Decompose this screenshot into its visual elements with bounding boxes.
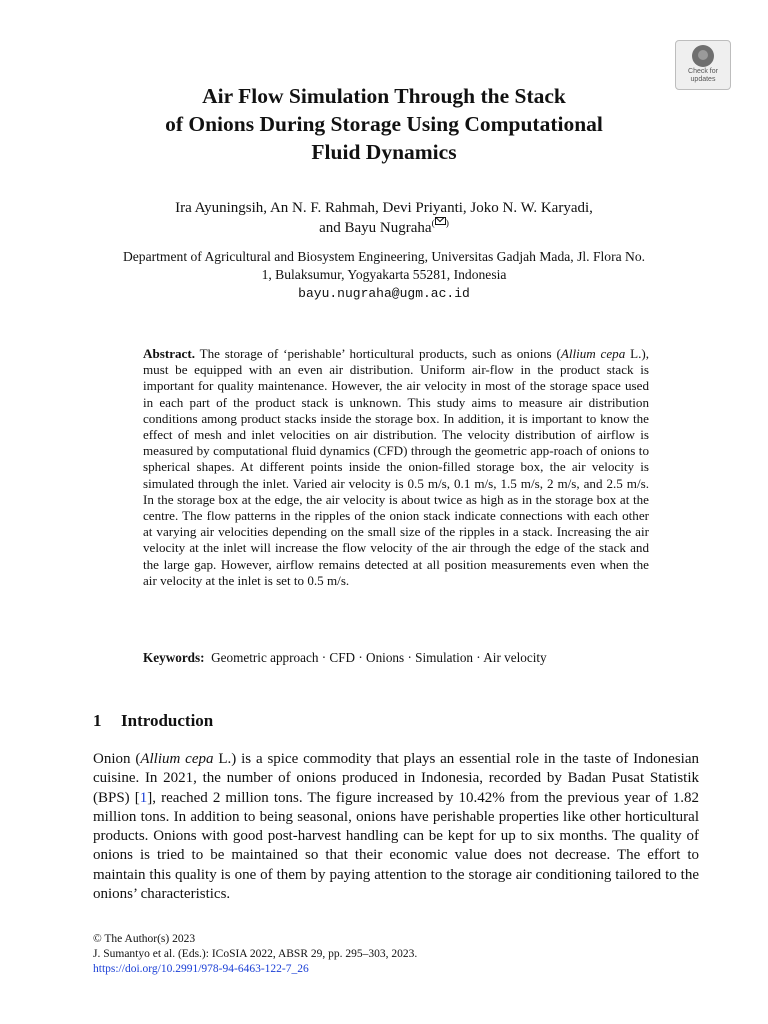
copyright: © The Author(s) 2023 [93, 933, 196, 945]
title-line-3: Fluid Dynamics [311, 140, 457, 164]
intro-text-3: ], reached 2 million tons. The figure increased by 10.42% from the previous year of 1.82 million tons. In addition to being seasonal, onions have perishable properties like other horticultural products. Onions with good post-harvest handling can be kept for up to six months. The quality of onions is tried to be maintained so that their economic value does not decrease. The effort to maintain this quality is one of them by paying attention to the storage air conditioning tailored to the onions’ characteristics. [93, 789, 699, 903]
section-number: 1 [93, 711, 102, 730]
check-for-updates-icon [692, 45, 714, 67]
paper-title [100, 82, 668, 166]
badge-line-2: updates [690, 76, 716, 83]
intro-species: Allium cepa [140, 751, 214, 767]
abstract-label: Abstract. [143, 346, 195, 361]
envelope-icon[interactable] [435, 217, 446, 225]
abstract-species: Allium cepa [560, 346, 626, 361]
title-line-2: of Onions During Storage Using Computational [165, 112, 603, 136]
abstract-text-1: The storage of ‘perishable’ horticultural products, such as onions ( [195, 346, 561, 361]
intro-text-2: L.) is a spice commodity that plays an essential role in the taste of Indonesian cuisine. In 2021, the number of onions produced in Indonesia, recorded by Badan Pusat Statistik (BPS) [ [93, 751, 699, 806]
abstract-text-2: L.), must be equipped with an even air distribution. Uniform air-flow in the product stack is important for quality maintenance. However, the air velocity in most of the storage space used in each part of the product stack is unknown. This study aims to measure air distribution conditions among product stacks inside the storage box. In addition, it is important to know the effect of mesh and inlet velocities on air distribution. The velocity distribution of airflow is measured by computational fluid dynamics (CFD) through the geometric app-roach of onions to spherical shapes. At different points inside the onion-filled storage box, the air velocity is simulated through the inlet. Varied air velocity is 0.5 m/s, 0.1 m/s, 1.5 m/s, 2 m/s, and 2.5 m/s. In the storage box at the edge, the air velocity is about twice as high as in the storage box at the centre. The flow patterns in the ripples of the onion stack indicate connections with each other at varying air velocities depending on the small size of the ripples in a stack. Increasing the air velocity at the inlet will increase the flow velocity of the air through the edge of the stack and the large gap. However, airflow remains detected at all position measurements even when the air velocity at the inlet is set to 0.5 m/s. [143, 346, 650, 588]
abstract [143, 346, 649, 589]
footer [93, 932, 676, 977]
intro-text-1: Onion ( [93, 751, 141, 767]
keywords-label: Keywords: [143, 650, 205, 665]
affiliation-line-1: Department of Agricultural and Biosystem Engineering, Universitas Gadjah Mada, Jl. Flora No. [122, 249, 646, 264]
section-title: Introduction [121, 711, 214, 730]
affiliation-line-2: 1, Bulaksumur, Yogyakarta 55281, Indonesia [261, 267, 507, 282]
title-line-1: Air Flow Simulation Through the Stack [202, 84, 566, 108]
doi-link[interactable]: https://doi.org/10.2991/978-94-6463-122-7_26 [93, 963, 309, 975]
badge-line-1: Check for [688, 68, 718, 75]
affiliation [82, 248, 686, 303]
citation-link[interactable]: 1 [139, 789, 148, 806]
citation-info: J. Sumantyo et al. (Eds.): ICoSIA 2022, ABSR 29, pp. 295–303, 2023. [93, 948, 418, 960]
keywords-text: Geometric approach · CFD · Onions · Simulation · Air velocity [211, 650, 547, 665]
authors-line-2: and Bayu Nugraha [319, 220, 432, 236]
introduction-paragraph [93, 750, 699, 904]
authors-line-1: Ira Ayuningsih, An N. F. Rahmah, Devi Priyanti, Joko N. W. Karyadi, [175, 200, 593, 216]
check-for-updates-badge[interactable] [675, 40, 731, 90]
author-list: Ira Ayuningsih, An N. F. Rahmah, Devi Priyanti, Joko N. W. Karyadi, and Bayu Nugraha( ) [175, 200, 593, 236]
section-heading [93, 710, 676, 732]
author-email[interactable]: bayu.nugraha@ugm.ac.id [298, 286, 470, 301]
keywords [143, 650, 649, 666]
